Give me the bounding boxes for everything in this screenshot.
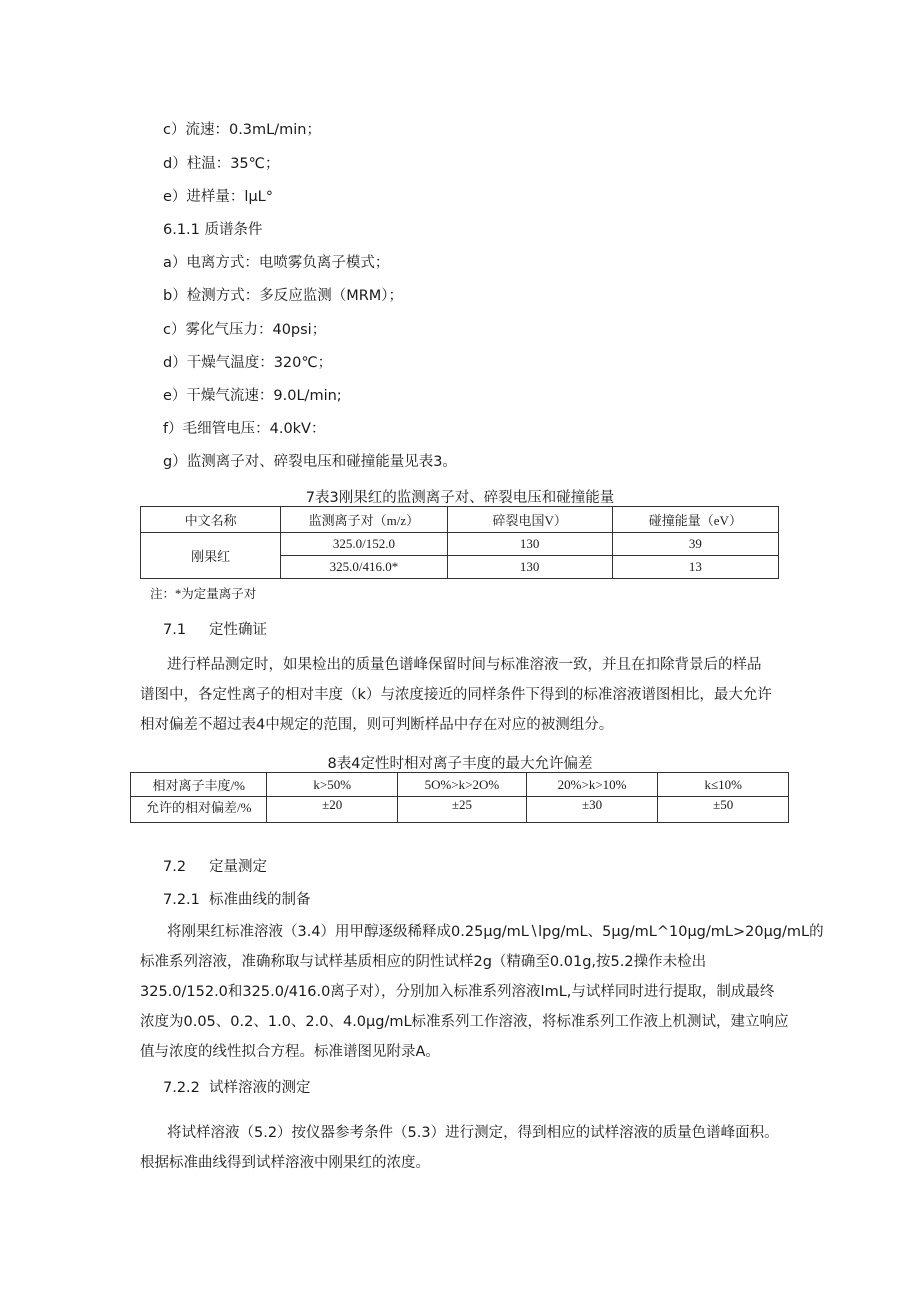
paragraph-line: 325.0/152.0和325.0/416.0离子对），分别加入标准系列溶液lmL,与试样同时进行提取，制成最终 [140, 984, 775, 1000]
sec722-heading [163, 1078, 311, 1098]
sec722-title: 试样溶液的测定 [209, 1080, 311, 1096]
ms-monitor-ions: g）监测离子对、碎裂电压和碰撞能量见表3。 [163, 454, 457, 470]
ms-detection: b）检测方式：多反应监测（MRM）； [163, 288, 404, 304]
table3-compound-name: 刚果红 [141, 533, 281, 579]
table4 [130, 772, 789, 823]
table3-cell: 130 [447, 533, 612, 556]
paragraph-line: 标准系列溶液，准确称取与试样基质相应的阴性试样2g（精确至0.01g,按5.2操作未检出 [140, 954, 707, 970]
paragraph-line: 根据标准曲线得到试样溶液中刚果红的浓度。 [140, 1155, 430, 1171]
paragraph-line: 进行样品测定时，如果检出的质量色谱峰保留时间与标准溶液一致，并且在扣除背景后的样品 [167, 657, 762, 673]
table4-caption: 8表4定性时相对离子丰度的最大允许偏差 [327, 756, 593, 772]
paragraph-line: 谱图中，各定性离子的相对丰度（k）与浓度接近的同样条件下得到的标准溶液谱图相比，最大允许 [140, 687, 772, 703]
table4-cell: k≤10% [658, 773, 789, 797]
sec721-heading [163, 890, 311, 910]
table3-cell: 39 [612, 533, 778, 556]
ms-ionization: a）电离方式：电喷雾负离子模式； [163, 255, 390, 271]
sec72-number: 7.2 [163, 859, 187, 875]
table4-cell: ±20 [267, 797, 398, 823]
table4-cell: 允许的相对偏差/% [131, 797, 267, 823]
sec71-number: 7.1 [163, 622, 187, 638]
sec72-heading [163, 857, 267, 877]
sec71-paragraph [140, 650, 780, 740]
condition-column-temp: d）柱温：35℃； [163, 156, 280, 172]
sec71-heading [163, 620, 267, 640]
table4-cell: 20%>k>10% [526, 773, 658, 797]
sec71-title: 定性确证 [209, 622, 267, 638]
table4-cell: 相对离子丰度/% [131, 773, 267, 797]
table3-header: 中文名称 [141, 507, 281, 533]
table3-cell: 13 [612, 556, 778, 579]
table4-cell: 5O%>k>2O% [398, 773, 527, 797]
paragraph-line: 浓度为0.05、0.2、1.0、2.0、4.0μg∕mL标准系列工作溶液，将标准系列工作液上机测试，建立响应 [140, 1014, 789, 1030]
table4-cell: ±25 [398, 797, 527, 823]
table3-cell: 325.0/152.0 [281, 533, 447, 556]
paragraph-line: 将试样溶液（5.2）按仪器参考条件（5.3）进行测定，得到相应的试样溶液的质量色谱峰面积。 [167, 1125, 779, 1141]
sec72-title: 定量测定 [209, 859, 267, 875]
table3-note: 注：*为定量离子对 [150, 587, 257, 601]
ms-capillary-voltage: f）毛细管电压：4.0kV： [163, 421, 326, 437]
table3-header: 碎裂电国V） [447, 507, 612, 533]
ms-dry-gas-temp: d）干燥气温度：320℃； [163, 355, 333, 371]
table3 [140, 506, 779, 579]
table4-cell: ±50 [658, 797, 789, 823]
table3-cell: 130 [447, 556, 612, 579]
table4-cell: k>50% [267, 773, 398, 797]
sec721-number: 7.2.1 [163, 892, 200, 908]
ms-heading: 6.1.1 质谱条件 [163, 222, 263, 238]
sec722-number: 7.2.2 [163, 1080, 200, 1096]
table3-header: 监测离子对（m/z） [281, 507, 447, 533]
sec721-paragraph [140, 917, 824, 1067]
table4-cell: ±30 [526, 797, 658, 823]
ms-dry-gas-flow: e）干燥气流速：9.0L/min; [163, 388, 342, 404]
table3-cell: 325.0/416.0* [281, 556, 447, 579]
table3-header: 碰撞能量（eV） [612, 507, 778, 533]
condition-injection-volume: e）进样量：lμL° [163, 189, 274, 205]
table3-caption: 7表3刚果红的监测离子对、碎裂电压和碰撞能量 [305, 490, 615, 506]
sec722-paragraph [140, 1118, 780, 1178]
sec721-title: 标准曲线的制备 [209, 892, 311, 908]
paragraph-line: 相对偏差不超过表4中规定的范围，则可判断样品中存在对应的被测组分。 [140, 717, 614, 733]
paragraph-line: 值与浓度的线性拟合方程。标准谱图见附录A。 [140, 1044, 440, 1060]
ms-nebulizer: c）雾化气压力：40psi； [163, 322, 327, 338]
paragraph-line: 将刚果红标准溶液（3.4）用甲醇逐级稀释成0.25μg∕mL∖lpg/mL、5μg∕mL^10μg∕mL>20μg∕mL的 [167, 924, 824, 940]
condition-flow-rate: c）流速：0.3mL/min； [163, 122, 321, 138]
